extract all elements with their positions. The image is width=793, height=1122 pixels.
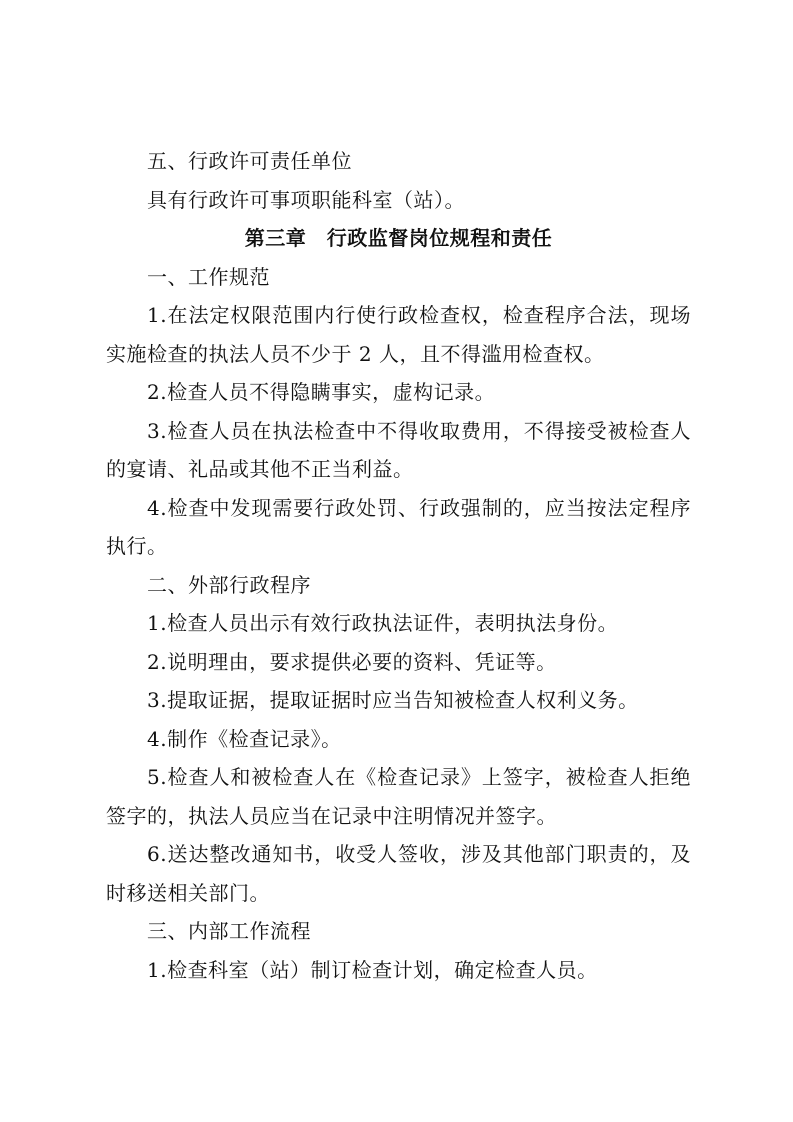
part-two-item-1: 1.检查人员出示有效行政执法证件，表明执法身份。 [147, 611, 619, 635]
part-one-heading: 一、工作规范 [147, 264, 270, 289]
part-one-item-3: 3.检查人员在执法检查中不得收取费用，不得接受被检查人的宴请、礼品或其他不正当利益。 [106, 418, 691, 481]
part-two-item-3: 3.提取证据，提取证据时应当告知被检查人权利义务。 [147, 688, 639, 712]
document-body [106, 142, 691, 989]
part-one-item-1: 1.在法定权限范围内行使行政检查权，检查程序合法，现场实施检查的执法人员不少于 2 人，且不得滥用检查权。 [106, 303, 691, 366]
part-two-item-4: 4.制作《检查记录》。 [147, 726, 342, 751]
part-two-item-6: 6.送达整改通知书，收受人签收，涉及其他部门职责的，及时移送相关部门。 [106, 842, 691, 905]
part-one-item-4: 4.检查中发现需要行政处罚、行政强制的，应当按法定程序执行。 [106, 495, 691, 558]
part-three-heading: 三、内部工作流程 [147, 919, 311, 943]
part-two-heading: 二、外部行政程序 [147, 572, 311, 597]
part-three-item-1: 1.检查科室（站）制订检查计划，确定检查人员。 [147, 957, 598, 982]
part-two-item-5: 5.检查人和被检查人在《检查记录》上签字，被检查人拒绝签字的，执法人员应当在记录中注明情况并签字。 [106, 765, 691, 828]
section-five-heading: 五、行政许可责任单位 [147, 149, 352, 173]
chapter-title: 第三章 行政监督岗位规程和责任 [244, 226, 553, 250]
part-two-item-2: 2.说明理由，要求提供必要的资料、凭证等。 [147, 649, 557, 674]
section-five-body: 具有行政许可事项职能科室（站）。 [147, 187, 465, 212]
part-one-item-2: 2.检查人员不得隐瞒事实，虚构记录。 [147, 380, 496, 404]
